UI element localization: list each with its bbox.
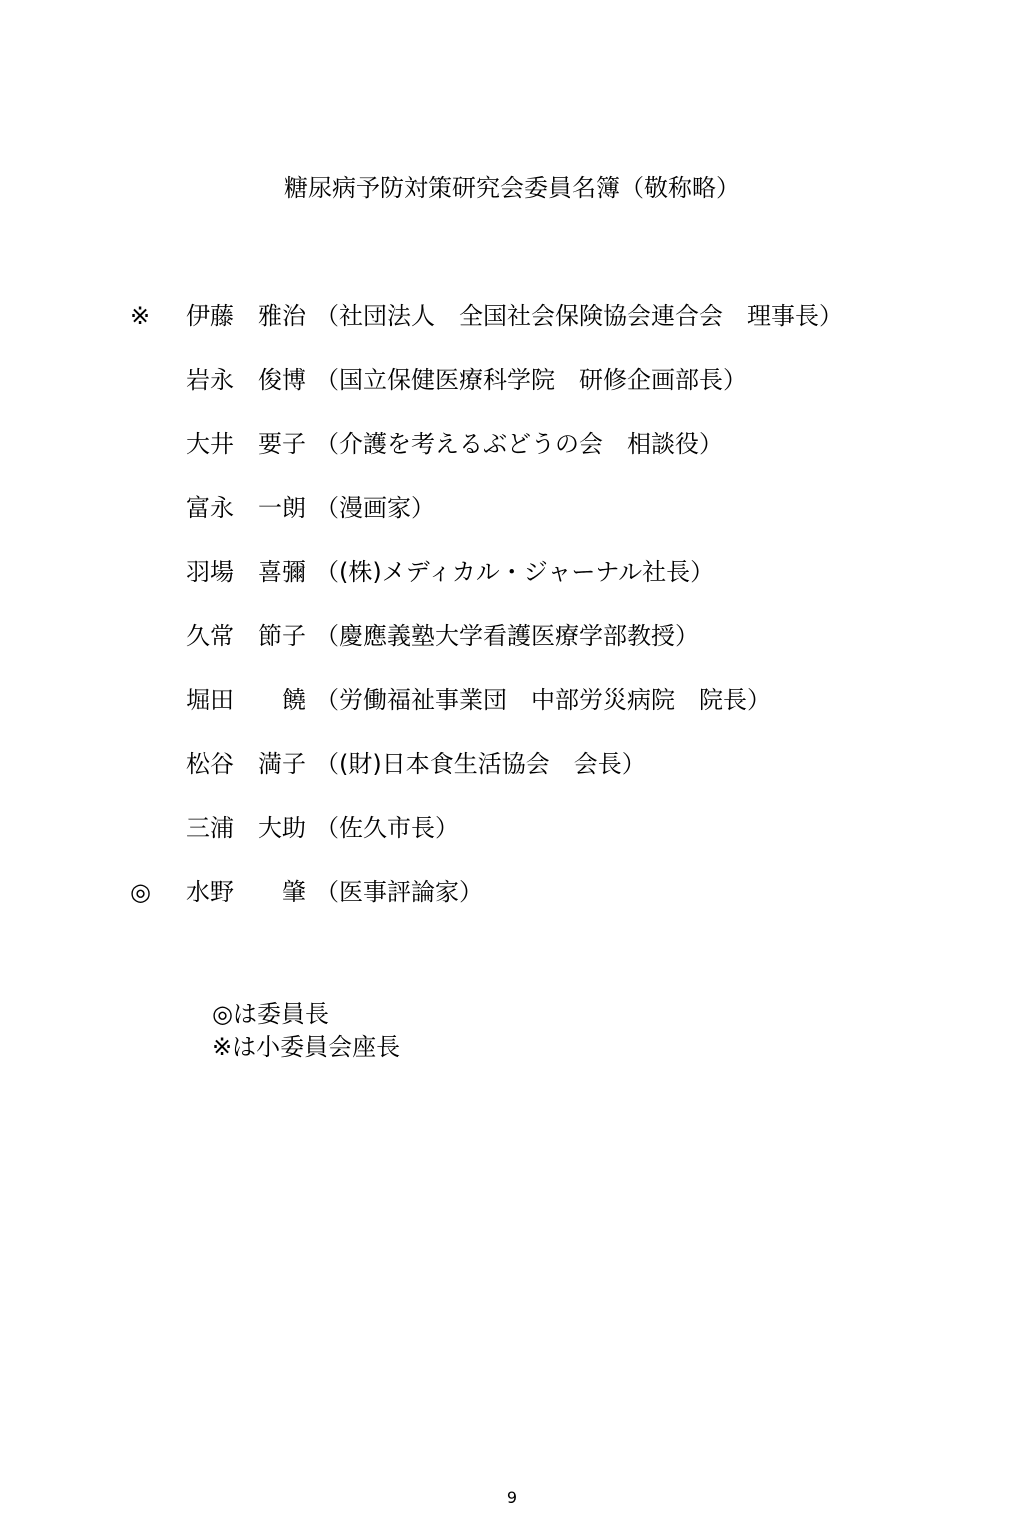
- member-name: 久常 節子: [186, 622, 306, 650]
- member-affiliation: （労働福祉事業団 中部労災病院 院長）: [315, 686, 771, 714]
- member-affiliation: （社団法人 全国社会保険協会連合会 理事長）: [315, 302, 843, 330]
- member-affiliation: （(財)日本食生活協会 会長）: [315, 750, 646, 778]
- member-mark: ※: [130, 302, 151, 330]
- member-affiliation: （医事評論家）: [315, 878, 483, 906]
- member-name: 堀田 饒: [186, 686, 306, 714]
- page-number: 9: [506, 1488, 518, 1507]
- member-affiliation: （慶應義塾大学看護医療学部教授）: [315, 622, 699, 650]
- legend: [212, 998, 400, 1064]
- member-name: 水野 肇: [186, 878, 306, 906]
- document-title: 糖尿病予防対策研究会委員名簿（敬称略）: [284, 174, 740, 202]
- member-mark: ◎: [130, 878, 151, 906]
- member-affiliation: （佐久市長）: [315, 814, 459, 842]
- member-name: 岩永 俊博: [186, 366, 306, 394]
- member-name: 羽場 喜彌: [186, 558, 306, 586]
- member-affiliation: （漫画家）: [315, 494, 435, 522]
- member-affiliation: （国立保健医療科学院 研修企画部長）: [315, 366, 747, 394]
- member-name: 大井 要子: [186, 430, 306, 458]
- legend-chair: ◎は委員長: [212, 1000, 329, 1028]
- member-name: 富永 一朗: [186, 494, 306, 522]
- member-name: 三浦 大助: [186, 814, 306, 842]
- member-name: 松谷 満子: [186, 750, 306, 778]
- member-affiliation: （(株)メディカル・ジャーナル社長）: [315, 558, 715, 586]
- legend-subcommittee-chair: ※は小委員会座長: [212, 1033, 401, 1061]
- member-affiliation: （介護を考えるぶどうの会 相談役）: [315, 430, 723, 458]
- member-name: 伊藤 雅治: [186, 302, 306, 330]
